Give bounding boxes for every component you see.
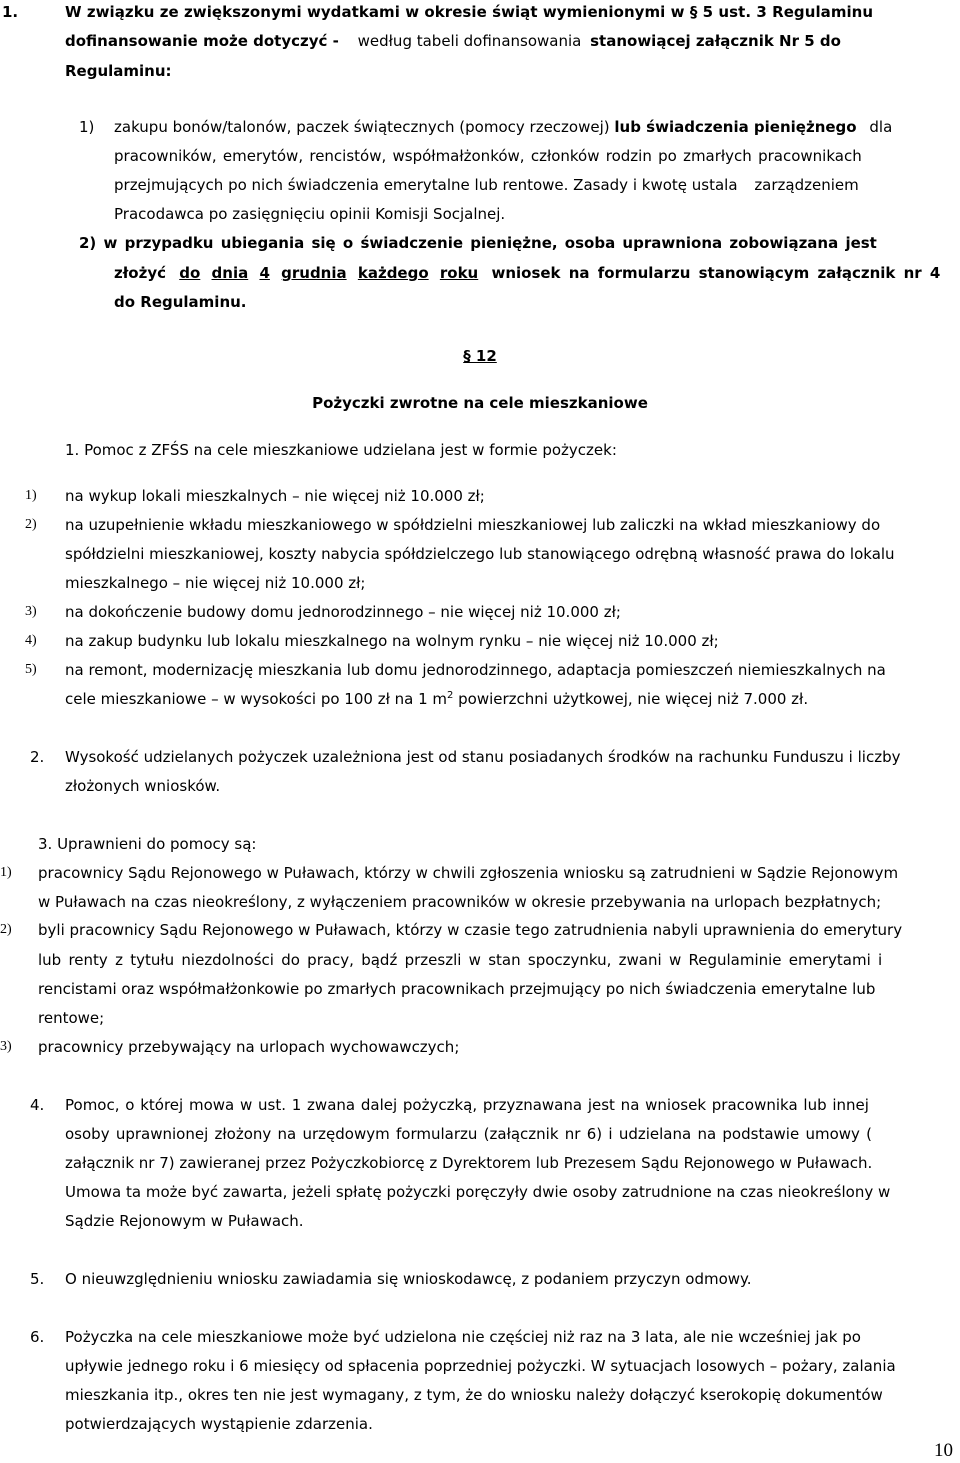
p3-item-1-line-2: w Puławach na czas nieokreślony, z wyłączeniem pracowników w okresie przebywania na urlopach bezpłatnych;	[38, 893, 882, 911]
p3-item-2-line-1: byli pracownicy Sądu Rejonowego w Puławach, którzy w czasie tego zatrudnienia nabyli uprawnienia do emerytury	[38, 921, 903, 939]
item-1-line-4: Pracodawca po zasięgnięciu opinii Komisji Socjalnej.	[114, 205, 506, 223]
item-2-word-grudnia: grudnia	[281, 264, 347, 282]
p1-intro: 1. Pomoc z ZFŚS na cele mieszkaniowe udzielana jest w formie pożyczek:	[65, 441, 617, 459]
item-1-line-1	[114, 118, 892, 136]
paragraph-number: § 12	[463, 347, 497, 365]
p4-line-1: Pomoc, o której mowa w ust. 1 zwana dalej pożyczką, przyznawana jest na wniosek pracownika lub innej	[65, 1096, 869, 1114]
p1-item-2-line-2: spółdzielni mieszkaniowej, koszty nabycia spółdzielczego lub stanowiącego odrębną własność prawa do lokalu	[65, 545, 895, 563]
p1-item-5-line-2	[65, 690, 808, 708]
p6-line-3: mieszkania itp., okres ten nie jest wymagany, z tym, że do wniosku należy dołączyć kserokopię dokumentów	[65, 1386, 883, 1404]
item-1-line-2: pracowników, emerytów, rencistów, współmałżonków, członków rodzin po zmarłych pracownikach	[114, 147, 862, 165]
p2-line-1: Wysokość udzielanych pożyczek uzależniona jest od stanu posiadanych środków na rachunku Funduszu i liczby	[65, 748, 901, 766]
item-2-word-4: 4	[259, 264, 270, 282]
item-2-line-2	[114, 264, 940, 282]
item-1-line-1-c: dla	[869, 118, 893, 136]
page-number: 10	[934, 1440, 953, 1461]
p1-item-1-line-1: na wykup lokali mieszkalnych – nie więcej niż 10.000 zł;	[65, 487, 485, 505]
p6-line-2: upływie jednego roku i 6 miesięcy od spłacenia poprzedniej pożyczki. W sytuacjach losowych – pożary, zalania	[65, 1357, 896, 1375]
item-2-line-2-rest: wniosek na formularzu stanowiącym załącznik nr 4	[491, 264, 941, 282]
item-2-word-do: do	[179, 264, 201, 282]
p4-line-3: załącznik nr 7) zawieranej przez Pożyczkobiorcę z Dyrektorem lub Prezesem Sądu Rejonowego w Puławach.	[65, 1154, 873, 1172]
p2-number: 2.	[30, 748, 45, 766]
p1-item-4-number: 4)	[25, 633, 37, 648]
p3-intro: 3. Uprawnieni do pomocy są:	[38, 835, 257, 853]
p3-item-3-line-1: pracownicy przebywający na urlopach wychowawczych;	[38, 1038, 460, 1056]
section-1-number: 1.	[2, 3, 19, 21]
p1-item-5-line-1: na remont, modernizację mieszkania lub domu jednorodzinnego, adaptacja pomieszczeń niemieszkalnych na	[65, 661, 886, 679]
p1-item-2-line-3: mieszkalnego – nie więcej niż 10.000 zł;	[65, 574, 366, 592]
p3-item-1-line-1: pracownicy Sądu Rejonowego w Puławach, którzy w chwili zgłoszenia wniosku są zatrudnieni w Sądzie Rejonowym	[38, 864, 899, 882]
item-1-line-3	[114, 176, 859, 194]
p1-item-2-number: 2)	[25, 517, 37, 532]
item-1-line-3-b: zarządzeniem	[754, 176, 859, 194]
item-1-line-3-a: przejmujących po nich świadczenia emerytalne lub rentowe. Zasady i kwotę ustala	[114, 176, 738, 194]
p1-item-3-number: 3)	[25, 604, 37, 619]
item-1-number: 1)	[79, 118, 95, 136]
p1-item-5-number: 5)	[25, 662, 37, 677]
p3-item-2-number: 2)	[0, 922, 12, 937]
p1-item-5-line-2-post: powierzchni użytkowej, nie więcej niż 7.000 zł.	[453, 690, 809, 708]
p5-line-1: O nieuwzględnieniu wniosku zawiadamia się wnioskodawcę, z podaniem przyczyn odmowy.	[65, 1270, 752, 1288]
p1-item-3-line-1: na dokończenie budowy domu jednorodzinnego – nie więcej niż 10.000 zł;	[65, 603, 621, 621]
p3-item-2-line-3: rencistami oraz współmałżonkowie po zmarłych pracownikach przejmujący po nich świadczenia emerytalne lub	[38, 980, 876, 998]
p6-line-4: potwierdzających wystąpienie zdarzenia.	[65, 1415, 373, 1433]
p1-item-5-line-2-pre: cele mieszkaniowe – w wysokości po 100 zł na 1 m	[65, 690, 447, 708]
section-1-line-2	[65, 32, 841, 50]
p3-item-2-line-4: rentowe;	[38, 1009, 105, 1027]
item-2-word-dnia: dnia	[211, 264, 249, 282]
p1-item-4-line-1: na zakup budynku lub lokalu mieszkalnego na wolnym rynku – nie więcej niż 10.000 zł;	[65, 632, 719, 650]
p4-number: 4.	[30, 1096, 45, 1114]
paragraph-heading	[0, 347, 960, 365]
p1-item-2-line-1: na uzupełnienie wkładu mieszkaniowego w spółdzielni mieszkaniowej lub zaliczki na wkład mieszkaniowy do	[65, 516, 881, 534]
p4-line-4: Umowa ta może być zawarta, jeżeli spłatę pożyczki poręczyły dwie osoby zatrudnione na czas nieokreślony w	[65, 1183, 891, 1201]
p4-line-2: osoby uprawnionej złożony na urzędowym formularzu (załącznik nr 6) i udzielana na podstawie umowy (	[65, 1125, 873, 1143]
p5-number: 5.	[30, 1270, 45, 1288]
p3-item-2-line-2: lub renty z tytułu niezdolności do pracy, bądź przeszli w stan spoczynku, zwani w Regulaminie emerytami i	[38, 951, 883, 969]
item-1-line-1-b: lub świadczenia pieniężnego	[614, 118, 857, 136]
section-1-line-2-c: stanowiącej załącznik Nr 5 do	[590, 32, 841, 50]
section-1-line-3: Regulaminu:	[65, 62, 172, 80]
p3-item-1-number: 1)	[0, 865, 12, 880]
section-1-line-2-b: według tabeli dofinansowania	[357, 32, 582, 50]
p3-item-3-number: 3)	[0, 1039, 12, 1054]
item-1-line-1-a: zakupu bonów/talonów, paczek świątecznych (pomocy rzeczowej)	[114, 118, 610, 136]
p1-item-1-number: 1)	[25, 488, 37, 503]
section-1-line-1: W związku ze zwiększonymi wydatkami w okresie świąt wymienionymi w § 5 ust. 3 Regulaminu	[65, 3, 874, 21]
p4-line-5: Sądzie Rejonowym w Puławach.	[65, 1212, 304, 1230]
section-1-line-2-a: dofinansowanie może dotyczyć -	[65, 32, 339, 50]
item-2-word-roku: roku	[439, 264, 479, 282]
p6-number: 6.	[30, 1328, 45, 1346]
item-2-line-1: 2) w przypadku ubiegania się o świadczenie pieniężne, osoba uprawniona zobowiązana jest	[79, 234, 877, 252]
section-title: Pożyczki zwrotne na cele mieszkaniowe	[312, 394, 648, 412]
p2-line-2: złożonych wniosków.	[65, 777, 221, 795]
item-2-line-3: do Regulaminu.	[114, 293, 247, 311]
superscript-2: 2	[447, 690, 454, 701]
item-2-word-kazdego: każdego	[357, 264, 429, 282]
p6-line-1: Pożyczka na cele mieszkaniowe może być udzielona nie częściej niż raz na 3 lata, ale nie wcześniej jak po	[65, 1328, 861, 1346]
item-2-word-zlozyc: złożyć	[114, 264, 167, 282]
